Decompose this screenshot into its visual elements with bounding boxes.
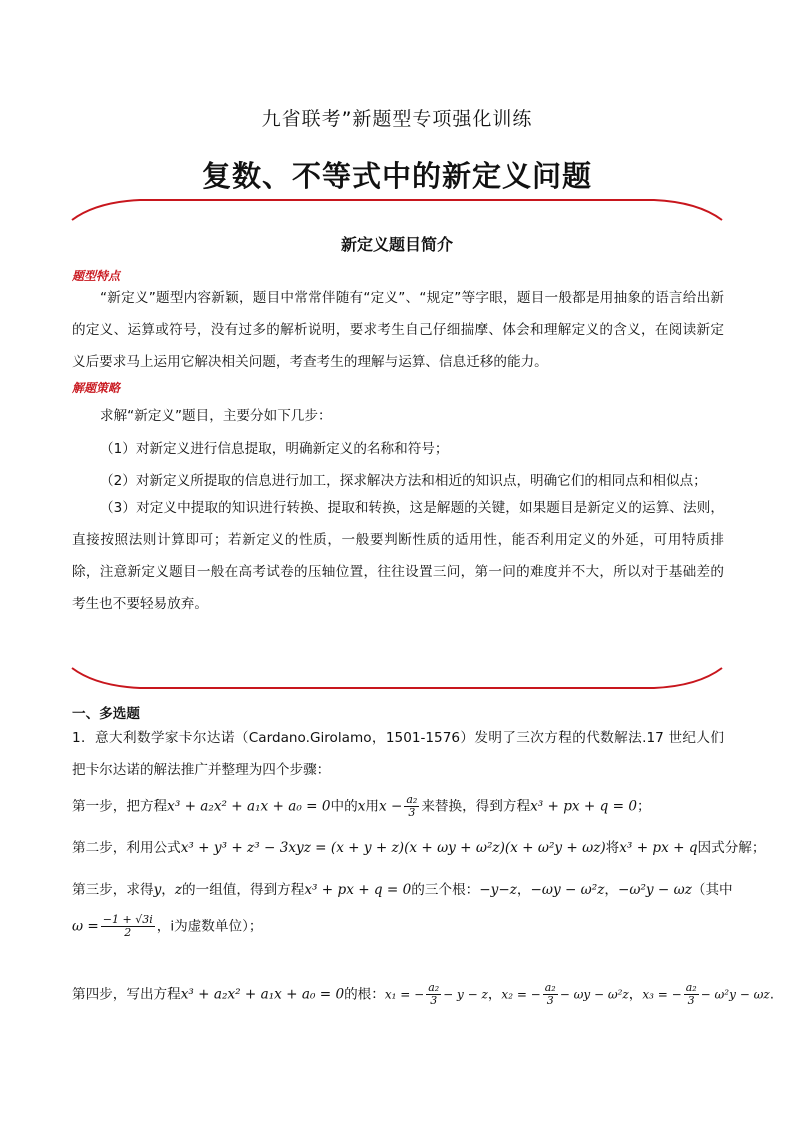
fraction-denominator: 3 <box>408 806 416 819</box>
step-1-text-3: 来替换，得到方程 <box>421 798 531 815</box>
intro-heading: 新定义题目简介 <box>340 235 453 254</box>
step-1 <box>72 794 651 819</box>
step-2-formula: x³ + y³ + z³ − 3xyz = (x + y + z)(x + ωy + ω²z)(x + ω²y + ωz) <box>180 840 606 856</box>
x2-denominator: 3 <box>546 994 554 1007</box>
features-paragraph: “新定义”题型内容新颖，题目中常常伴随有“定义”、“规定”等字眼，题目一般都是用抽象的语言给出新的定义、运算或符号，没有过多的解析说明，要求考生自己仔细揣摩、体会和理解定义的含义，在阅读新定义后要求马上运用它解决相关问题，考查考生的理解与运算、信息迁移的能力。 <box>72 290 724 370</box>
strategy-intro: 求解“新定义”题目，主要分如下几步： <box>100 408 332 424</box>
omega-numerator: −1 + √3i <box>102 913 153 926</box>
x1-lhs: x₁ = − <box>384 987 425 1002</box>
omega-fraction <box>101 914 155 939</box>
question-intro: 1．意大利数学家卡尔达诺（Cardano.Girolamo，1501-1576）发明了三次方程的代数解法.17 世纪人们把卡尔达诺的解法推广并整理为四个步骤： <box>72 730 724 778</box>
x3-denominator: 3 <box>687 994 695 1007</box>
x2-lhs: x₂ = − <box>501 987 541 1002</box>
step-1-equation-2: x³ + px + q = 0 <box>530 798 637 815</box>
x1-denominator: 3 <box>430 994 438 1007</box>
omega-definition <box>72 914 262 939</box>
omega-denominator: 2 <box>124 926 132 939</box>
x3-fraction <box>684 982 699 1007</box>
step-4-period: . <box>769 986 775 1003</box>
step-3-equation: x³ + px + q = 0 <box>304 882 412 898</box>
step-2-label: 第二步，利用公式 <box>72 840 181 856</box>
root-3: −ω²y − ωz <box>617 882 692 898</box>
step-4-label: 第四步，写出方程 <box>72 986 181 1003</box>
step-3-text: 的一组值，得到方程 <box>182 882 305 898</box>
step-1-label: 第一步，把方程 <box>72 798 168 815</box>
x2-comma: ， <box>628 986 643 1003</box>
strategy-step-3: （3）对定义中提取的知识进行转换、提取和转换，这是解题的关键，如果题目是新定义的运算、法则，直接按照法则计算即可；若新定义的性质，一般要判断性质的适用性，能否利用定义的外延，可用特质排除，注意新定义题目一般在高考试卷的压轴位置，往往设置三问，第一问的难度并不大，所以对于基础差的考生也不要轻易放弃。 <box>72 500 724 612</box>
fraction-numerator: a₂ <box>406 793 418 806</box>
x1-numerator: a₂ <box>428 981 440 994</box>
section-heading: 一、多选题 <box>72 706 140 722</box>
x2-numerator: a₂ <box>544 981 556 994</box>
step-2-text: 将 <box>605 840 620 856</box>
step-3 <box>72 878 733 898</box>
step-1-text: 中的 <box>330 798 358 815</box>
x1-comma: ， <box>487 986 502 1003</box>
step-3-comma: ， <box>161 882 175 898</box>
tag-features: 题型特点 <box>72 269 121 283</box>
x2-rest: − ωy − ω²z <box>559 987 629 1002</box>
root-2: −ωy − ω²z <box>530 882 605 898</box>
step-3-y: y <box>153 882 162 898</box>
step-4-equation: x³ + a₂x² + a₁x + a₀ = 0 <box>180 986 345 1003</box>
omega-lhs: ω = <box>72 918 99 935</box>
step-1-fraction <box>404 794 419 819</box>
step-1-text-2: 用 <box>365 798 379 815</box>
x3-lhs: x₃ = − <box>642 987 682 1002</box>
x3-rest: − ω²y − ωz <box>700 987 770 1002</box>
step-3-label: 第三步，求得 <box>72 882 154 898</box>
step-1-end: ； <box>637 798 651 815</box>
x1-fraction <box>426 982 441 1007</box>
top-divider-arc <box>0 196 794 226</box>
tag-strategy: 解题策略 <box>72 381 121 395</box>
step-3-paren: （其中 <box>691 882 733 898</box>
root-separator-2: ， <box>604 882 618 898</box>
x2-fraction <box>543 982 558 1007</box>
strategy-step-1: （1）对新定义进行信息提取，明确新定义的名称和符号； <box>100 441 449 457</box>
x1-rest: − y − z <box>443 987 488 1002</box>
document-title: 复数、不等式中的新定义问题 <box>201 159 592 193</box>
omega-tail: ，i为虚数单位）； <box>156 918 263 935</box>
step-2-expression: x³ + px + q <box>619 840 698 856</box>
step-4-text: 的根： <box>344 986 385 1003</box>
step-1-variable: x <box>357 798 366 815</box>
bottom-divider-arc <box>0 662 794 692</box>
strategy-step-2: （2）对新定义所提取的信息进行加工，探求解决方法和相近的知识点，明确它们的相同点和相似点； <box>100 473 707 489</box>
step-3-text-2: 的三个根： <box>411 882 480 898</box>
x3-numerator: a₂ <box>685 981 697 994</box>
document-subtitle: 九省联考”新题型专项强化训练 <box>261 108 533 130</box>
step-2-end: 因式分解； <box>697 840 766 856</box>
step-2 <box>72 836 766 856</box>
step-3-z: z <box>174 882 183 898</box>
step-1-substitution: x − <box>378 798 403 815</box>
root-1: −y−z <box>479 882 517 898</box>
step-1-equation: x³ + a₂x² + a₁x + a₀ = 0 <box>167 798 331 815</box>
step-4 <box>72 982 774 1007</box>
root-separator: ， <box>516 882 531 898</box>
